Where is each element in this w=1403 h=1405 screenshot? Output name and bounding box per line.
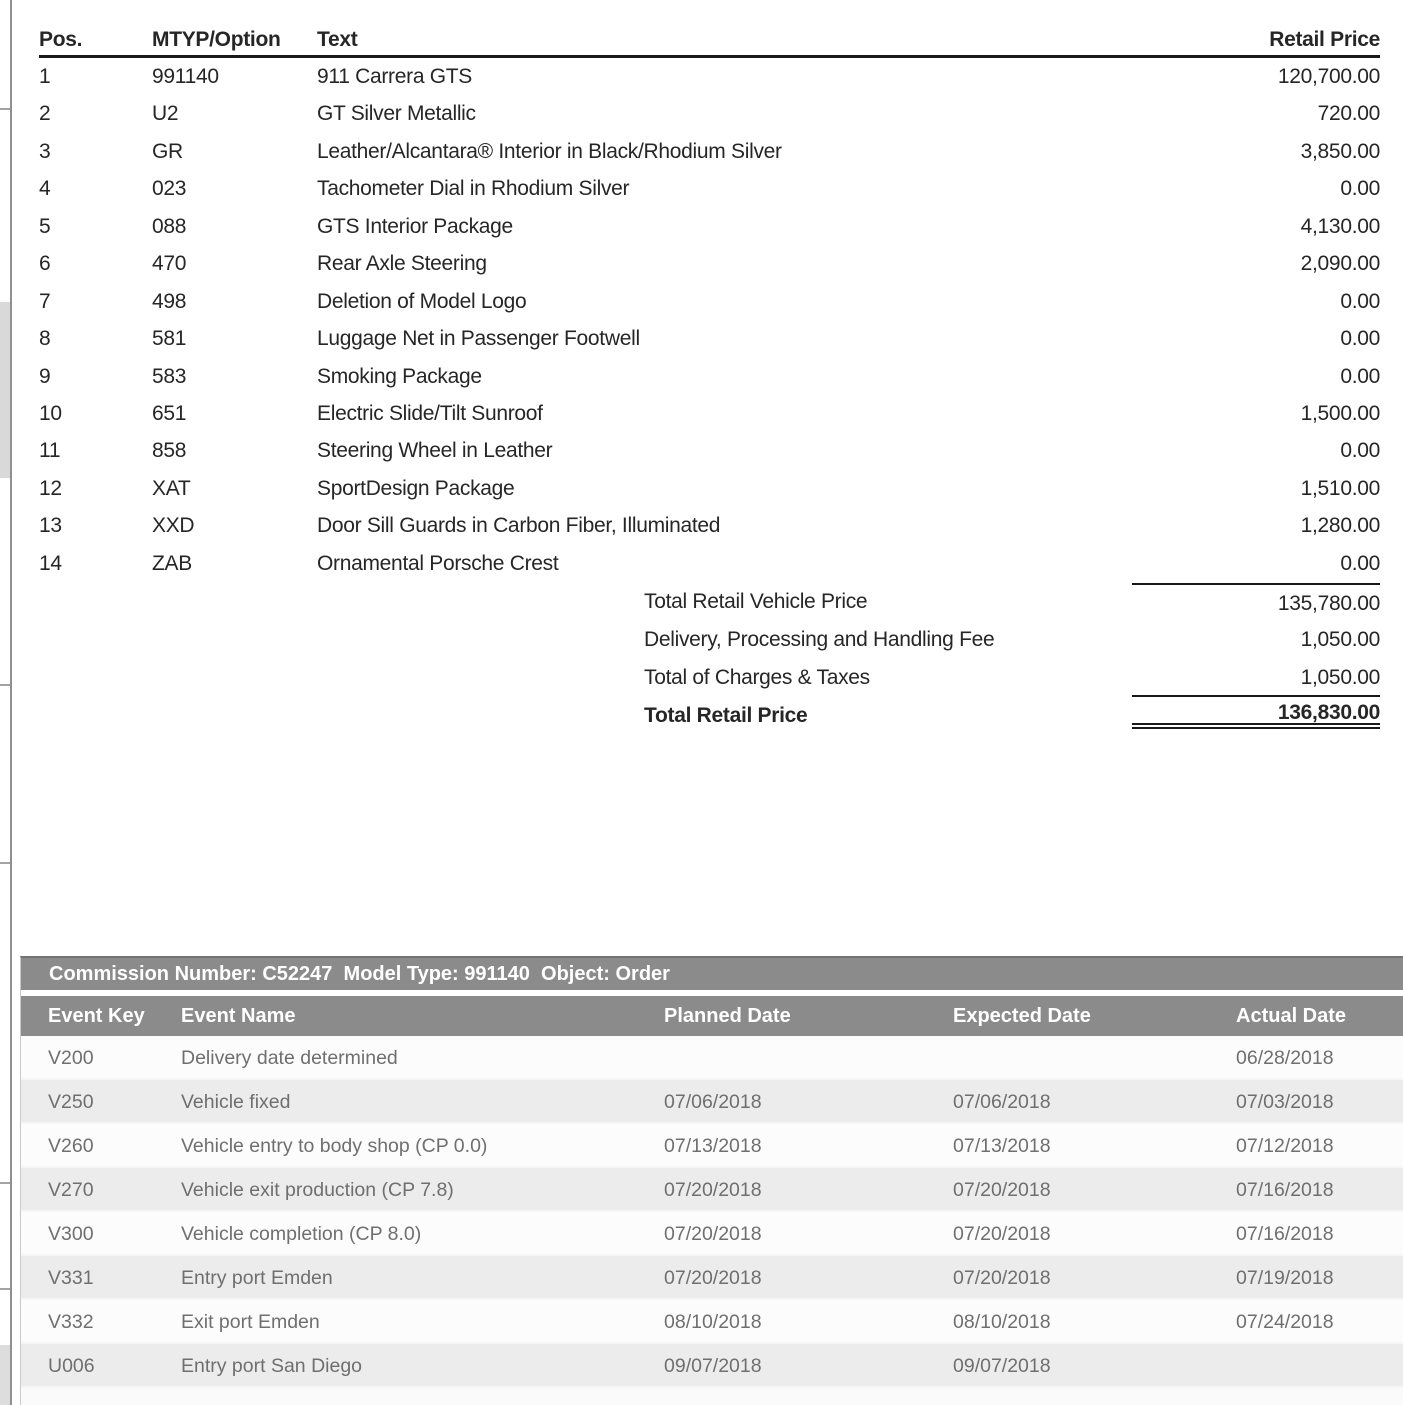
pos-cell: 10: [39, 401, 62, 425]
col-header-mtyp: MTYP/Option: [152, 28, 281, 51]
event-name-cell: Vehicle exit production (CP 7.8): [181, 1179, 454, 1201]
price-cell: 0.00: [1340, 327, 1380, 351]
ruler-tick: [0, 1288, 10, 1290]
total-value-cell: 1,050.00: [1300, 628, 1380, 651]
planned-date-cell: 08/10/2018: [664, 1311, 762, 1333]
option-text-cell: Ornamental Porsche Crest: [317, 551, 559, 575]
tracking-row: [21, 1344, 1403, 1388]
event-key-cell: V250: [48, 1091, 94, 1113]
price-cell: 1,280.00: [1300, 514, 1380, 538]
pos-cell: 5: [39, 214, 51, 238]
price-table-row: [39, 95, 1380, 132]
option-code-cell: U2: [152, 102, 179, 126]
price-cell: 0.00: [1340, 551, 1380, 575]
option-text-cell: Door Sill Guards in Carbon Fiber, Illuminated: [317, 514, 721, 538]
tracking-row: [21, 1168, 1403, 1212]
event-key-cell: V300: [48, 1223, 94, 1245]
option-text-cell: Deletion of Model Logo: [317, 289, 527, 313]
expected-date-cell: 09/07/2018: [953, 1355, 1051, 1377]
option-code-cell: 651: [152, 401, 187, 425]
expected-date-cell: 07/20/2018: [953, 1179, 1051, 1201]
event-name-cell: Exit port Emden: [181, 1311, 320, 1333]
price-table-row: [39, 170, 1380, 207]
option-code-cell: GR: [152, 139, 183, 163]
price-cell: 120,700.00: [1277, 65, 1380, 88]
option-text-cell: Leather/Alcantara® Interior in Black/Rhodium Silver: [317, 139, 782, 163]
event-key-cell: V260: [48, 1135, 94, 1157]
expected-date-cell: 08/10/2018: [953, 1311, 1051, 1333]
price-cell: 0.00: [1340, 439, 1380, 463]
total-value-cell: 136,830.00: [1132, 697, 1380, 729]
expected-date-cell: 07/06/2018: [953, 1091, 1051, 1113]
tracking-row: [21, 1036, 1403, 1080]
option-code-cell: 088: [152, 214, 187, 238]
planned-date-cell: 07/20/2018: [664, 1179, 762, 1201]
event-name-cell: Entry port Emden: [181, 1267, 333, 1289]
actual-date-cell: 07/19/2018: [1236, 1267, 1334, 1289]
tracking-row: [21, 1300, 1403, 1344]
planned-date-cell: 07/20/2018: [664, 1267, 762, 1289]
totals-row: [644, 697, 1380, 735]
price-table-row: [39, 432, 1380, 469]
event-name-cell: Entry port San Diego: [181, 1355, 363, 1377]
actual-date-cell: 07/16/2018: [1236, 1223, 1334, 1245]
event-key-cell: V270: [48, 1179, 94, 1201]
tracking-row: [21, 1256, 1403, 1300]
price-header-row: [0, 28, 1403, 54]
tracking-row: [21, 1212, 1403, 1256]
price-table-row: [39, 507, 1380, 544]
price-cell: 1,510.00: [1300, 476, 1380, 500]
actual-date-cell: 07/03/2018: [1236, 1091, 1334, 1113]
price-table-row: [39, 470, 1380, 507]
tracking-rows: [21, 1036, 1403, 1388]
actual-date-cell: 07/12/2018: [1236, 1135, 1334, 1157]
price-cell: 720.00: [1317, 102, 1380, 126]
pos-cell: 9: [39, 364, 51, 388]
col-header-event-key: Event Key: [48, 1005, 145, 1027]
pos-cell: 7: [39, 289, 51, 313]
total-value-cell: 135,780.00: [1132, 583, 1380, 621]
price-cell: 1,500.00: [1300, 401, 1380, 425]
event-name-cell: Vehicle entry to body shop (CP 0.0): [181, 1135, 488, 1157]
col-header-pos: Pos.: [39, 28, 83, 51]
tracking-row: [21, 1124, 1403, 1168]
option-text-cell: Luggage Net in Passenger Footwell: [317, 327, 640, 351]
event-name-cell: Vehicle completion (CP 8.0): [181, 1223, 422, 1245]
price-totals: [644, 583, 1380, 735]
col-header-event-name: Event Name: [181, 1005, 296, 1027]
tracking-header-row: [21, 996, 1403, 1036]
expected-date-cell: 07/20/2018: [953, 1267, 1051, 1289]
col-header-text: Text: [317, 28, 358, 51]
total-label-cell: Total Retail Price: [644, 704, 808, 727]
option-code-cell: 583: [152, 364, 187, 388]
col-header-planned-date: Planned Date: [664, 1005, 791, 1027]
price-cell: 2,090.00: [1300, 252, 1380, 276]
option-text-cell: Smoking Package: [317, 364, 482, 388]
pos-cell: 11: [39, 439, 61, 463]
ruler-tick: [0, 1182, 10, 1184]
pos-cell: 13: [39, 514, 62, 538]
option-code-cell: 991140: [152, 65, 219, 88]
planned-date-cell: 07/20/2018: [664, 1223, 762, 1245]
price-table-row: [39, 358, 1380, 395]
option-code-cell: ZAB: [152, 551, 192, 575]
event-name-cell: Delivery date determined: [181, 1047, 398, 1069]
vehicle-tracking-table: [20, 956, 1403, 1405]
option-code-cell: 858: [152, 439, 187, 463]
price-cell: 0.00: [1340, 177, 1380, 201]
option-text-cell: Tachometer Dial in Rhodium Silver: [317, 177, 630, 201]
expected-date-cell: 07/13/2018: [953, 1135, 1051, 1157]
option-code-cell: 498: [152, 289, 187, 313]
pos-cell: 12: [39, 476, 62, 500]
pos-cell: 6: [39, 252, 51, 276]
price-table-row: [39, 133, 1380, 170]
actual-date-cell: 06/28/2018: [1236, 1047, 1334, 1069]
price-table-row: [39, 545, 1380, 582]
pos-cell: 2: [39, 102, 51, 126]
price-table-row: [39, 395, 1380, 432]
option-code-cell: 581: [152, 327, 187, 351]
pos-cell: 3: [39, 139, 51, 163]
planned-date-cell: 09/07/2018: [664, 1355, 762, 1377]
totals-row: [644, 583, 1380, 621]
price-rows: [39, 58, 1380, 582]
pos-cell: 14: [39, 551, 62, 575]
actual-date-cell: 07/16/2018: [1236, 1179, 1334, 1201]
totals-row: [644, 659, 1380, 697]
col-header-expected-date: Expected Date: [953, 1005, 1091, 1027]
option-text-cell: Electric Slide/Tilt Sunroof: [317, 401, 543, 425]
totals-row: [644, 621, 1380, 659]
event-key-cell: V332: [48, 1311, 94, 1333]
pos-cell: 4: [39, 177, 51, 201]
pos-cell: 1: [39, 65, 51, 88]
price-table-row: [39, 320, 1380, 357]
actual-date-cell: 07/24/2018: [1236, 1311, 1334, 1333]
price-table-row: [39, 283, 1380, 320]
planned-date-cell: 07/13/2018: [664, 1135, 762, 1157]
total-value-cell: 1,050.00: [1132, 659, 1380, 697]
option-code-cell: XXD: [152, 514, 195, 538]
commission-title-bar: Commission Number: C52247 Model Type: 991140 Object: Order: [21, 958, 1403, 990]
option-text-cell: GT Silver Metallic: [317, 102, 476, 126]
option-text-cell: GTS Interior Package: [317, 214, 513, 238]
col-header-retail-price: Retail Price: [1269, 28, 1380, 51]
option-code-cell: XAT: [152, 476, 191, 500]
price-cell: 3,850.00: [1300, 139, 1380, 163]
price-table-row: [39, 208, 1380, 245]
price-cell: 0.00: [1340, 289, 1380, 313]
total-label-cell: Total Retail Vehicle Price: [644, 590, 868, 613]
planned-date-cell: 07/06/2018: [664, 1091, 762, 1113]
pos-cell: 8: [39, 327, 51, 351]
tracking-row: [21, 1080, 1403, 1124]
col-header-actual-date: Actual Date: [1236, 1005, 1347, 1027]
option-code-cell: 023: [152, 177, 187, 201]
table-footer-strip: [21, 1388, 1403, 1405]
event-key-cell: V200: [48, 1047, 94, 1069]
option-code-cell: 470: [152, 252, 187, 276]
total-label-cell: Total of Charges & Taxes: [644, 666, 870, 689]
corner-block: [0, 1345, 10, 1405]
event-name-cell: Vehicle fixed: [181, 1091, 291, 1113]
price-cell: 0.00: [1340, 364, 1380, 388]
total-label-cell: Delivery, Processing and Handling Fee: [644, 628, 995, 651]
option-text-cell: 911 Carrera GTS: [317, 65, 472, 88]
event-key-cell: V331: [48, 1267, 94, 1289]
option-text-cell: Rear Axle Steering: [317, 252, 487, 276]
option-text-cell: SportDesign Package: [317, 476, 515, 500]
expected-date-cell: 07/20/2018: [953, 1223, 1051, 1245]
option-text-cell: Steering Wheel in Leather: [317, 439, 553, 463]
price-cell: 4,130.00: [1300, 214, 1380, 238]
event-key-cell: U006: [48, 1355, 95, 1377]
price-table-row: [39, 245, 1380, 282]
price-table-row: [39, 58, 1380, 95]
